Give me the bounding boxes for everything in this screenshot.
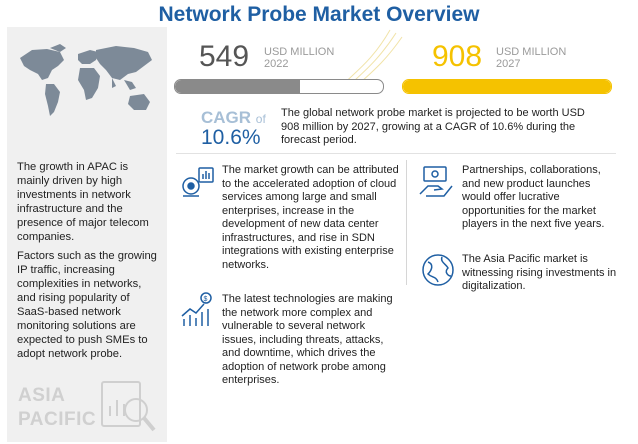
insight-technology-text: The latest technologies are making the network more complex and vulnerable to several network issues, including threats, attacks, and downtime, which drives the adoption of network probe among enterprises. xyxy=(222,293,393,386)
money-hand-icon xyxy=(418,164,454,200)
start-progress-fill xyxy=(175,80,300,93)
end-unit: USD MILLION xyxy=(496,46,567,58)
region-name xyxy=(18,384,96,432)
region-text-1: The growth in APAC is mainly driven by high investments in network infrastructure and the presence of major telecom companies. xyxy=(17,161,149,243)
region-text-2: Factors such as the growing IP traffic, increasing complexities in networks, and rising popularity of SaaS-based network monitoring solutions are expected to push SMEs to adopt network probe. xyxy=(17,250,157,360)
end-value: 908 xyxy=(432,40,483,73)
section-divider xyxy=(176,153,616,154)
start-value: 549 xyxy=(199,40,250,73)
column-divider xyxy=(406,160,407,285)
cagr-description: The global network probe market is projected to be worth USD 908 million by 2027, growing at a CAGR of 10.6% during the forecast period. xyxy=(281,107,585,146)
region-name-line1: ASIA xyxy=(18,385,66,406)
cagr-value: 10.6% xyxy=(201,126,261,149)
cagr-label xyxy=(201,108,266,128)
world-map-icon xyxy=(12,40,162,125)
start-progress-bar xyxy=(174,79,384,94)
analytics-magnifier-icon xyxy=(98,376,160,436)
globe-icon xyxy=(420,252,456,288)
growth-chart-icon xyxy=(178,292,214,328)
end-year: 2027 xyxy=(496,58,521,70)
end-progress-bar xyxy=(402,79,612,94)
svg-text:$: $ xyxy=(203,296,208,303)
insight-partnership-text: Partnerships, collaborations, and new product launches would offer lucrative opportunities for the market players in the next five years. xyxy=(462,164,605,230)
insight-asia-text: The Asia Pacific market is witnessing rising investments in digitalization. xyxy=(462,253,617,292)
page-title: Network Probe Market Overview xyxy=(158,3,480,26)
end-progress-fill xyxy=(403,80,611,93)
cagr-label-text: CAGR xyxy=(201,108,252,127)
start-year: 2022 xyxy=(264,58,289,70)
cagr-of-text: of xyxy=(255,112,266,126)
cloud-network-icon xyxy=(179,164,215,200)
start-unit: USD MILLION xyxy=(264,46,335,58)
insight-cloud-text: The market growth can be attributed to the accelerated adoption of cloud services among large and small enterprises, increase in the development of new data center infrastructures, and rise in SDN integrations with existing enterprise networks. xyxy=(222,164,399,271)
region-name-line2: PACIFIC xyxy=(18,409,97,430)
